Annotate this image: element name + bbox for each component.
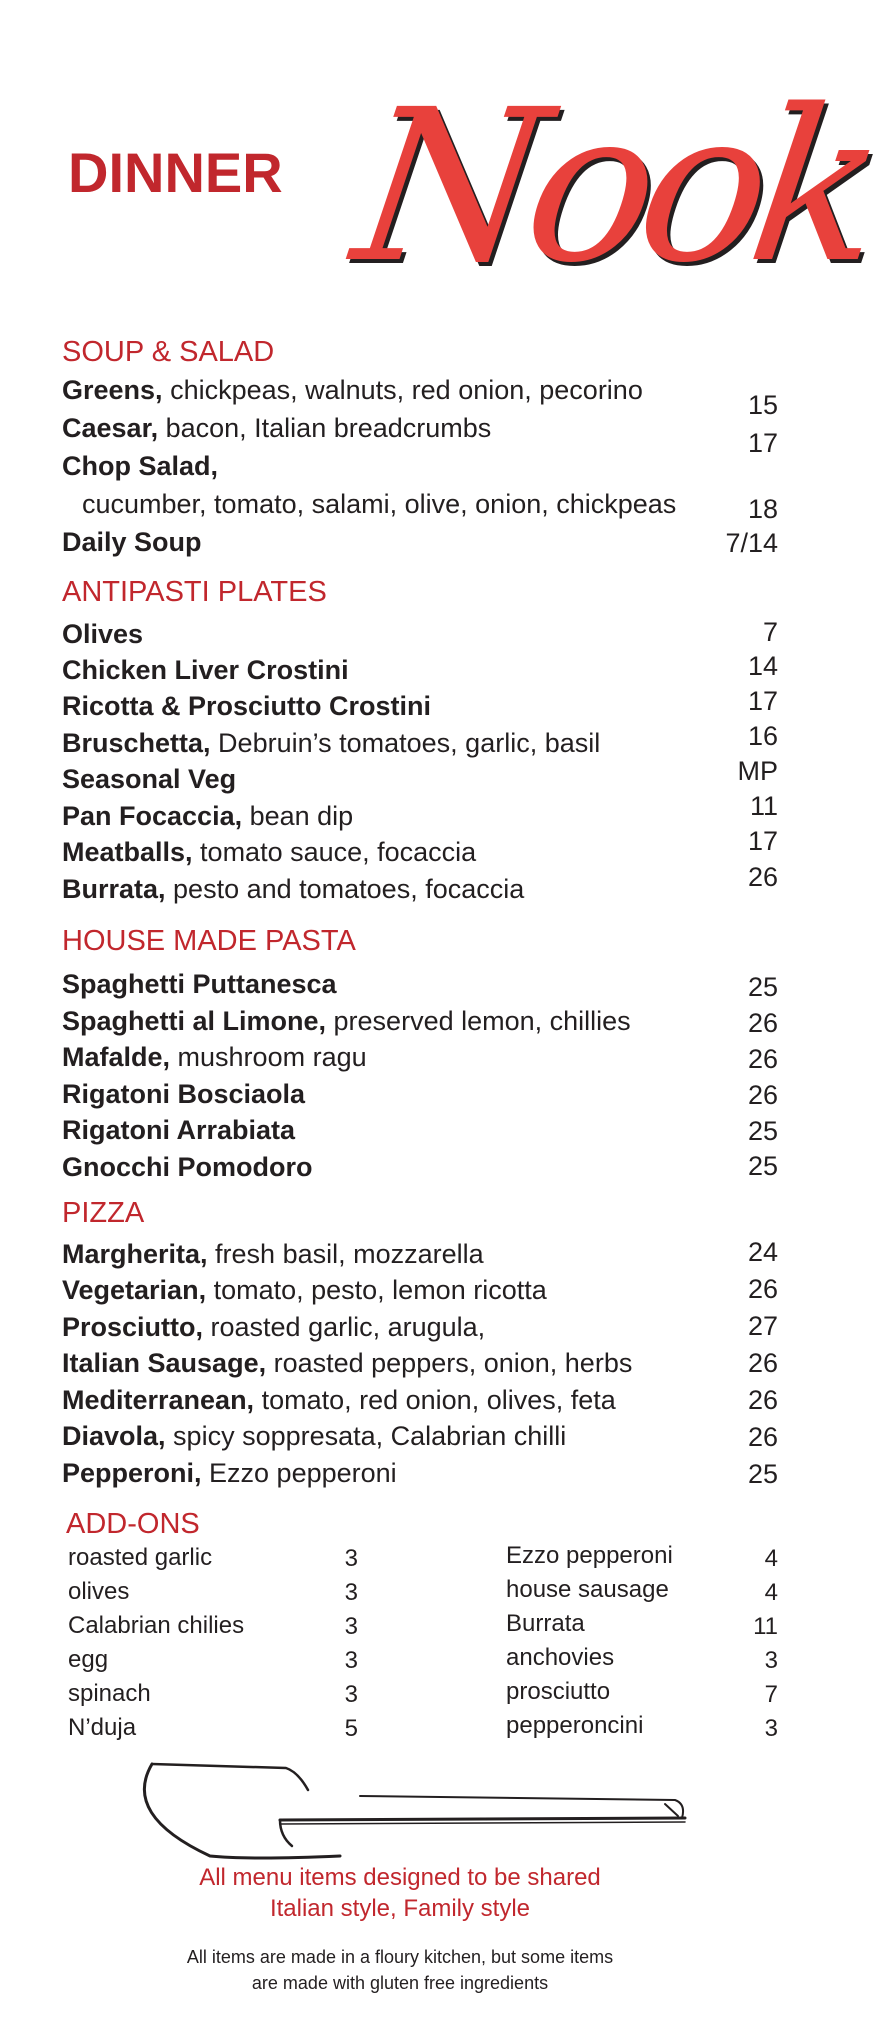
menu-item-price: 26 [747, 1274, 778, 1304]
menu-item-price: 11 [749, 791, 778, 821]
menu-item: Italian Sausage, roasted peppers, onion, herbs [62, 1348, 633, 1378]
menu-item-price: 27 [747, 1311, 778, 1341]
menu-item-price: 26 [747, 1422, 778, 1452]
addon-price: 3 [344, 1579, 358, 1606]
menu-title: DINNER [68, 141, 283, 204]
menu-item: Daily Soup [62, 527, 202, 557]
addon-item: egg [68, 1646, 109, 1673]
addon-item: house sausage [506, 1576, 669, 1603]
menu-item: Spaghetti al Limone, preserved lemon, chillies [62, 1006, 631, 1036]
menu-item: Chop Salad, [62, 451, 219, 481]
menu-item-price: 26 [747, 1008, 778, 1038]
section-title-pasta: HOUSE MADE PASTA [62, 925, 356, 957]
menu-item: Vegetarian, tomato, pesto, lemon ricotta [62, 1275, 547, 1305]
menu-item: Pan Focaccia, bean dip [62, 801, 354, 831]
menu-item: Caesar, bacon, Italian breadcrumbs [62, 413, 492, 443]
menu-item-price: 25 [747, 1459, 778, 1489]
menu-item-price: 7 [762, 617, 778, 647]
nook-logo [342, 64, 885, 309]
addon-item: N’duja [68, 1714, 137, 1741]
addon-price: 4 [764, 1545, 778, 1572]
addon-item: Burrata [506, 1610, 585, 1637]
menu-item: Diavola, spicy soppresata, Calabrian chilli [62, 1421, 567, 1451]
menu-item-price: 25 [747, 1116, 778, 1146]
menu-item-price: 7/14 [725, 528, 778, 558]
menu-item-price: 26 [747, 1080, 778, 1110]
menu-item-price: 24 [747, 1237, 778, 1267]
menu-item: Gnocchi Pomodoro [62, 1152, 313, 1182]
addon-price: 3 [344, 1647, 358, 1674]
menu-item-price: 26 [747, 1348, 778, 1378]
addon-price: 3 [344, 1613, 358, 1640]
addon-item: roasted garlic [68, 1544, 213, 1571]
menu-item-price: 26 [747, 1044, 778, 1074]
addon-price: 7 [764, 1681, 778, 1708]
section-title-addons: ADD-ONS [66, 1508, 200, 1540]
menu-item: Ricotta & Prosciutto Crostini [62, 691, 432, 721]
section-title-soup-salad: SOUP & SALAD [62, 336, 275, 368]
logo-text: Nook [342, 64, 885, 309]
addon-item: pepperoncini [506, 1712, 644, 1739]
footer-gluten-note-1: All items are made in a floury kitchen, but some items [186, 1947, 614, 1967]
footer-gluten-note-2: are made with gluten free ingredients [251, 1973, 549, 1993]
menu-item: Spaghetti Puttanesca [62, 969, 337, 999]
footer-style-line: Italian style, Family style [269, 1895, 531, 1922]
menu-item-desc-continued: cucumber, tomato, salami, olive, onion, chickpeas [82, 489, 677, 519]
addon-item: spinach [68, 1680, 151, 1707]
menu-item-price: 18 [747, 494, 778, 524]
menu-item: Pepperoni, Ezzo pepperoni [62, 1458, 397, 1488]
addon-price: 3 [764, 1647, 778, 1674]
menu-item-price: 16 [747, 721, 778, 751]
menu-item-price: 17 [747, 428, 778, 458]
addon-price: 5 [344, 1715, 358, 1742]
menu-item-price: 15 [747, 390, 778, 420]
addon-item: Ezzo pepperoni [506, 1542, 673, 1569]
menu-item: Greens, chickpeas, walnuts, red onion, pecorino [62, 375, 643, 405]
pizza-peel-icon [130, 1760, 690, 1870]
menu-item: Mafalde, mushroom ragu [62, 1042, 367, 1072]
menu-item: Margherita, fresh basil, mozzarella [62, 1239, 484, 1269]
menu-item: Rigatoni Arrabiata [62, 1115, 296, 1145]
menu-item-price: MP [737, 756, 778, 786]
menu-item: Meatballs, tomato sauce, focaccia [62, 837, 477, 867]
addon-item: Calabrian chilies [68, 1612, 245, 1639]
section-title-antipasti: ANTIPASTI PLATES [62, 576, 327, 608]
addon-item: prosciutto [506, 1678, 611, 1705]
menu-item: Burrata, pesto and tomatoes, focaccia [62, 874, 525, 904]
footer-shared-line: All menu items designed to be shared [199, 1864, 601, 1891]
menu-item-price: 17 [747, 826, 778, 856]
menu-item: Rigatoni Bosciaola [62, 1079, 306, 1109]
menu-item-price: 14 [747, 651, 778, 681]
addon-price: 3 [764, 1715, 778, 1742]
menu-item-price: 26 [747, 1385, 778, 1415]
addon-price: 11 [753, 1613, 778, 1640]
menu-item: Mediterranean, tomato, red onion, olives, feta [62, 1385, 616, 1415]
menu-item-price: 17 [747, 686, 778, 716]
addon-price: 4 [764, 1579, 778, 1606]
section-title-pizza: PIZZA [62, 1197, 145, 1229]
menu-item: Prosciutto, roasted garlic, arugula, [62, 1312, 486, 1342]
addon-item: anchovies [506, 1644, 615, 1671]
menu-item-price: 25 [747, 972, 778, 1002]
menu-item: Olives [62, 619, 144, 649]
menu-item: Chicken Liver Crostini [62, 655, 349, 685]
menu-item: Bruschetta, Debruin’s tomatoes, garlic, basil [62, 728, 601, 758]
addon-item: olives [68, 1578, 130, 1605]
menu-item-price: 26 [747, 862, 778, 892]
menu-item-price: 25 [747, 1151, 778, 1181]
addon-price: 3 [344, 1681, 358, 1708]
addon-price: 3 [344, 1545, 358, 1572]
menu-item: Seasonal Veg [62, 764, 237, 794]
